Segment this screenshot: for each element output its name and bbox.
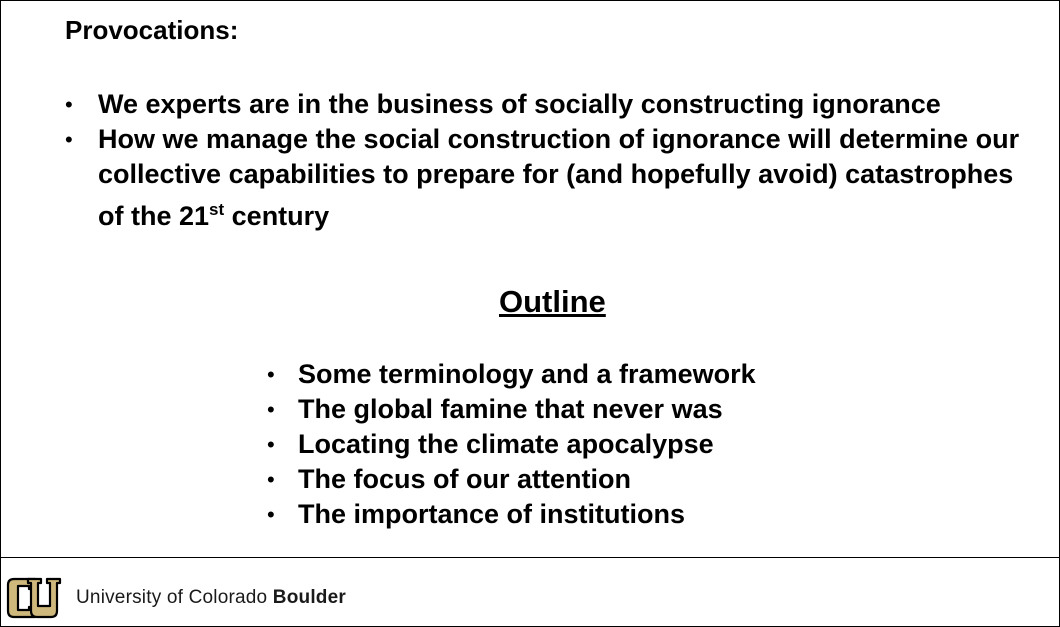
bullet-icon: • — [267, 397, 275, 422]
outline-item-text: The focus of our attention — [298, 464, 631, 494]
provocations-list — [65, 87, 1025, 234]
cu-logo-icon — [5, 575, 63, 621]
campus-name: Boulder — [272, 587, 346, 608]
bullet-icon: • — [267, 362, 275, 387]
outline-item — [267, 357, 756, 392]
bullet-icon: • — [65, 92, 73, 117]
bullet-icon: • — [267, 502, 275, 527]
outline-list — [267, 357, 756, 532]
outline-item — [267, 427, 756, 462]
outline-item — [267, 462, 756, 497]
outline-item-text: The global famine that never was — [298, 394, 723, 424]
provocation-item — [65, 122, 1025, 234]
bullet-icon: • — [267, 467, 275, 492]
university-wordmark — [76, 587, 346, 609]
outline-item — [267, 497, 756, 532]
footer-divider — [1, 557, 1059, 558]
ordinal-superscript: st — [209, 200, 225, 219]
bullet-icon: • — [267, 432, 275, 457]
outline-item-text: Some terminology and a framework — [298, 359, 756, 389]
university-name: University of Colorado — [76, 587, 273, 608]
outline-item-text: Locating the climate apocalypse — [298, 429, 714, 459]
outline-item — [267, 392, 756, 427]
footer — [5, 575, 346, 621]
outline-item-text: The importance of institutions — [298, 499, 686, 529]
bullet-icon: • — [65, 127, 73, 152]
provocations-heading: Provocations: — [65, 15, 239, 45]
provocation-text-end: century — [224, 201, 330, 231]
outline-heading: Outline — [499, 284, 606, 319]
provocation-text: We experts are in the business of socially constructing ignorance — [98, 89, 941, 119]
provocation-text: How we manage the social construction of ignorance will determine our collective capabilities to prepare for (and hopefully avoid) catastrophes of the 21 — [98, 124, 1020, 231]
provocation-item — [65, 87, 1025, 122]
